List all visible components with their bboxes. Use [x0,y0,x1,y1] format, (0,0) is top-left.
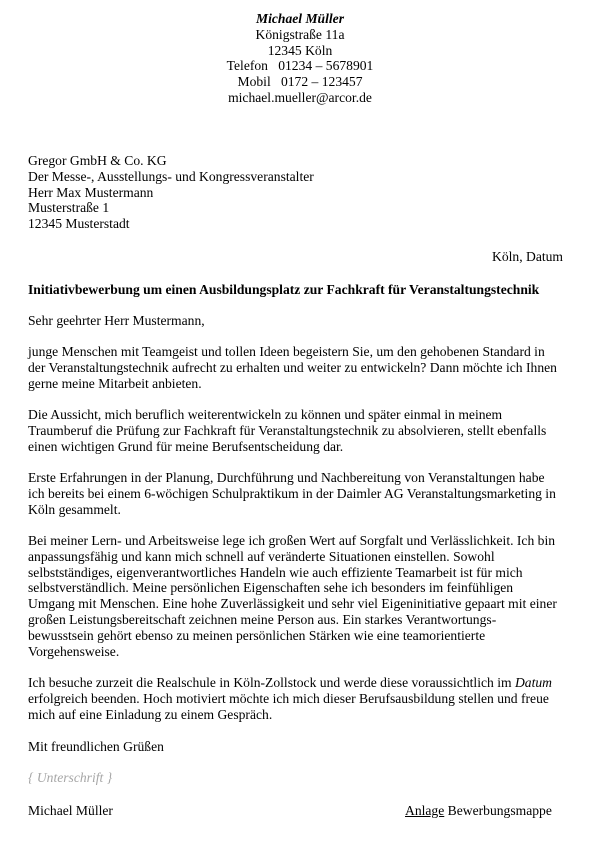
annex-value: Bewerbungsmappe [447,803,552,818]
recipient-company: Gregor GmbH & Co. KG [28,153,167,168]
sender-phone-row [0,58,600,74]
paragraph-line-start: Ich besuche zurzeit die Realschule in Köln-Zollstock und werde diese voraussichtlich im [28,675,515,690]
paragraph-line: Umgang mit Menschen. Eine hohe Zuverlässigkeit und sehr viel Eigeninitiative gepaart mit einer [28,596,557,612]
paragraph-line: Erste Erfahrungen in der Planung, Durchführung und Nachbereitung von Veranstaltungen habe [28,470,545,485]
paragraph-line: Die Aussicht, mich beruflich weiterentwickeln zu können und später einmal in meinem [28,407,503,422]
date-placeholder: Datum [514,675,552,690]
closing-phrase: Mit freundlichen Grüßen [28,739,164,754]
mobile-label: Mobil [237,74,271,90]
sender-email: michael.mueller@arcor.de [228,89,372,105]
recipient-contact: Herr Max Mustermann [28,184,154,200]
paragraph-line: bewusstsein gehört ebenso zu meinen persönlichen Stärken wie eine teamorientierte [28,627,486,643]
subject-line: Initiativbewerbung um einen Ausbildungsplatz zur Fachkraft für Veranstaltungstechnik [28,282,540,297]
paragraph-line: junge Menschen mit Teamgeist und tollen Ideen begeistern Sie, um den gehobenen Standard in [28,344,545,359]
paragraph-line: selbstverständlich. Meine persönlichen Eigenschaften sehe ich besonders im feinfühligen [28,580,514,596]
annex-label: Anlage [405,803,445,818]
paragraph-line: Vorgehensweise. [28,643,120,659]
paragraph-line: einen wichtigen Grund für meine Berufsentscheidung dar. [28,438,344,454]
recipient-street: Musterstraße 1 [28,200,110,216]
recipient-description: Der Messe-, Ausstellungs- und Kongressveranstalter [28,168,314,184]
mobile-number: 0172 – 123457 [280,74,363,90]
sender-mobile-row [0,74,600,90]
signature-placeholder: { Unterschrift } [28,770,113,785]
paragraph-line: Bei meiner Lern- und Arbeitsweise lege ich großen Wert auf Sorgfalt und Verlässlichkeit. Ich bin [28,533,556,548]
paragraph-line: ich bereits bei einem 6-wöchigen Schulpraktikum in der Daimler AG Veranstaltungsmarketing in [28,485,556,501]
paragraph-5 [28,675,573,722]
paragraph-1 [28,344,573,391]
sender-name-heading: Michael Müller [256,11,344,26]
sender-name-footer: Michael Müller [28,803,113,818]
paragraph-line: großen Leistungsbereitschaft zeichnen meine Person aus. Ein starkes Verantwortungs- [28,611,497,627]
sender-header [0,11,600,106]
phone-number: 01234 – 5678901 [278,58,374,74]
phone-label: Telefon [226,58,268,74]
place-date: Köln, Datum [492,249,563,264]
paragraph-3 [28,470,573,517]
paragraph-2 [28,407,573,454]
paragraph-line: erfolgreich beenden. Hoch motiviert möchte ich mich dieser Berufsausbildung stellen und freue [28,690,549,706]
paragraph-line [28,675,573,691]
salutation: Sehr geehrter Herr Mustermann, [28,313,205,328]
paragraph-line: selbstständiges, eigenverantwortliches Handeln wie auch effiziente Teamarbeit ist für mich [28,564,523,580]
paragraph-line: anpassungsfähig und kann mich schnell auf veränderte Situationen einstellen. Sowohl [28,548,495,564]
annex [405,803,552,819]
recipient-city: 12345 Musterstadt [28,216,130,232]
paragraph-line: gerne meine Mitarbeit anbieten. [28,375,202,391]
paragraph-line: Köln gesammelt. [28,501,121,517]
paragraph-line: Traumberuf die Prüfung zur Fachkraft für Veranstaltungstechnik zu absolvieren, stellt ebenfalls [28,422,547,438]
paragraph-line: der Veranstaltungstechnik aufrecht zu erhalten und weiter zu entwickeln? Dann möchte ich Ihnen [28,359,557,375]
sender-city: 12345 Köln [267,42,333,58]
sender-street: Königstraße 11a [255,26,345,42]
recipient-address [28,153,314,232]
paragraph-line: mich auf eine Einladung zu einem Gespräch. [28,706,273,722]
paragraph-4 [28,533,573,659]
